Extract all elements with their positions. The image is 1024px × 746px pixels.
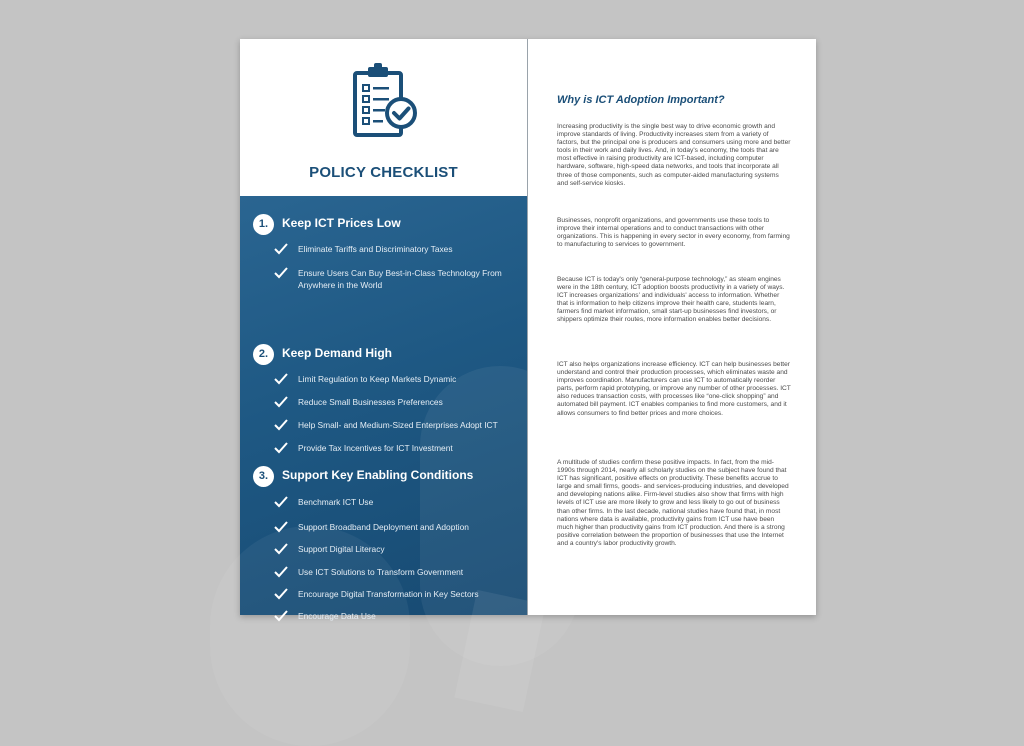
article-paragraph: ICT also helps organizations increase efficiency. ICT can help businesses better understand and control their production processes, which eliminates waste and improves coordination. Manufacturers can use ICT to automatically reorder parts, perform rapid prototyping, or improve any number of other processes. ICT also reduces transaction costs, with processes like “one-click shopping” and automated bill payment. ICT enables companies to find more customers, and it allows consumers to find better prices and more choices.: [557, 361, 791, 417]
checkmark-icon: [274, 521, 288, 533]
section-number: 1.: [253, 214, 274, 235]
left-page: [240, 39, 527, 621]
section-title: Keep ICT Prices Low: [282, 216, 401, 230]
checkmark-icon: [274, 588, 288, 600]
checklist-item-label: Encourage Digital Transformation in Key Sectors: [298, 589, 479, 599]
article-paragraph: A multitude of studies confirm these positive impacts. In fact, from the mid-1990s through 2014, nearly all scholarly studies on the subject have found that ICT has significant, positive effects on productivity. These benefits accrue to large and small firms, goods- and services-producing industries, and developed and developing nations alike. Firm-level studies also show that firms with high levels of ICT use are more likely to grow and less likely to go out of business than other firms. In the last decade, national studies have found that, in most nations where data is available, productivity gains from ICT use have been much higher than productivity gains from ICT production. And there is a strong positive correlation between the proportion of businesses that use the Internet and a country's labor productivity growth.: [557, 459, 789, 547]
checklist-title: POLICY CHECKLIST: [309, 164, 458, 181]
clipboard-check-icon: [351, 63, 417, 149]
checklist-item-label: Provide Tax Incentives for ICT Investment: [298, 443, 453, 453]
checkmark-icon: [274, 496, 288, 508]
checkmark-icon: [274, 396, 288, 408]
section-title: Support Key Enabling Conditions: [282, 468, 474, 482]
checklist-item-label: Support Digital Literacy: [298, 544, 385, 554]
brochure-spread: [240, 39, 816, 621]
section-number: 2.: [253, 344, 274, 365]
checklist-item-label: Limit Regulation to Keep Markets Dynamic: [298, 374, 457, 384]
article-paragraph: Because ICT is today's only “general-purpose technology,” as steam engines were in the 18th century, ICT adoption boosts productivity in a variety of ways. ICT increases organizations' and individuals' access to information. Whether that is information to help citizens improve their health care, students learn, farmers find market information, small start-up businesses find investors, or shippers optimize their routes, more information enables better decisions.: [557, 276, 785, 324]
checklist-item-label: Help Small- and Medium-Sized Enterprises Adopt ICT: [298, 420, 498, 430]
checkmark-icon: [274, 267, 288, 279]
checkmark-icon: [274, 243, 288, 255]
checklist-item-label: Use ICT Solutions to Transform Government: [298, 567, 464, 577]
checklist-header: [240, 39, 527, 196]
checkmark-icon: [274, 610, 288, 622]
checkmark-icon: [274, 373, 288, 385]
checkmark-icon: [274, 442, 288, 454]
checklist-panel: [240, 196, 527, 621]
right-page: [528, 39, 816, 615]
checkmark-icon: [274, 543, 288, 555]
section-number: 3.: [253, 466, 274, 487]
article-paragraph: Businesses, nonprofit organizations, and governments use these tools to improve their internal operations and to conduct transactions with other organizations. This is happening in every sector in every economy, from farming to manufacturing to services to government.: [557, 217, 790, 249]
section-title: Keep Demand High: [282, 346, 393, 360]
checkmark-icon: [274, 566, 288, 578]
checklist-item-label: Benchmark ICT Use: [298, 497, 374, 507]
checklist-item-label: Eliminate Tariffs and Discriminatory Taxes: [298, 244, 453, 254]
checkmark-icon: [274, 419, 288, 431]
article-paragraph: Increasing productivity is the single best way to drive economic growth and improve standards of living. Productivity increases stem from a variety of factors, but the principal one is producers and consumers using more and better tools in their work and daily lives. And, in today's economy, the tools that are most effective in raising productivity are ICT-based, including computer hardware, software, high-speed data networks, and tools that incorporate all three of those components, such as computer-aided manufacturing systems and self-service kiosks.: [557, 123, 791, 187]
checklist-item-label: Support Broadband Deployment and Adoption: [298, 522, 469, 532]
checklist-item-label: Reduce Small Businesses Preferences: [298, 397, 443, 407]
background-photo-overlay: [210, 526, 410, 746]
article-title: Why is ICT Adoption Important?: [557, 94, 725, 106]
checklist-item-label: Ensure Users Can Buy Best-in-Class Technology From Anywhere in the World: [298, 268, 502, 290]
checklist-item-label: Encourage Data Use: [298, 611, 376, 621]
